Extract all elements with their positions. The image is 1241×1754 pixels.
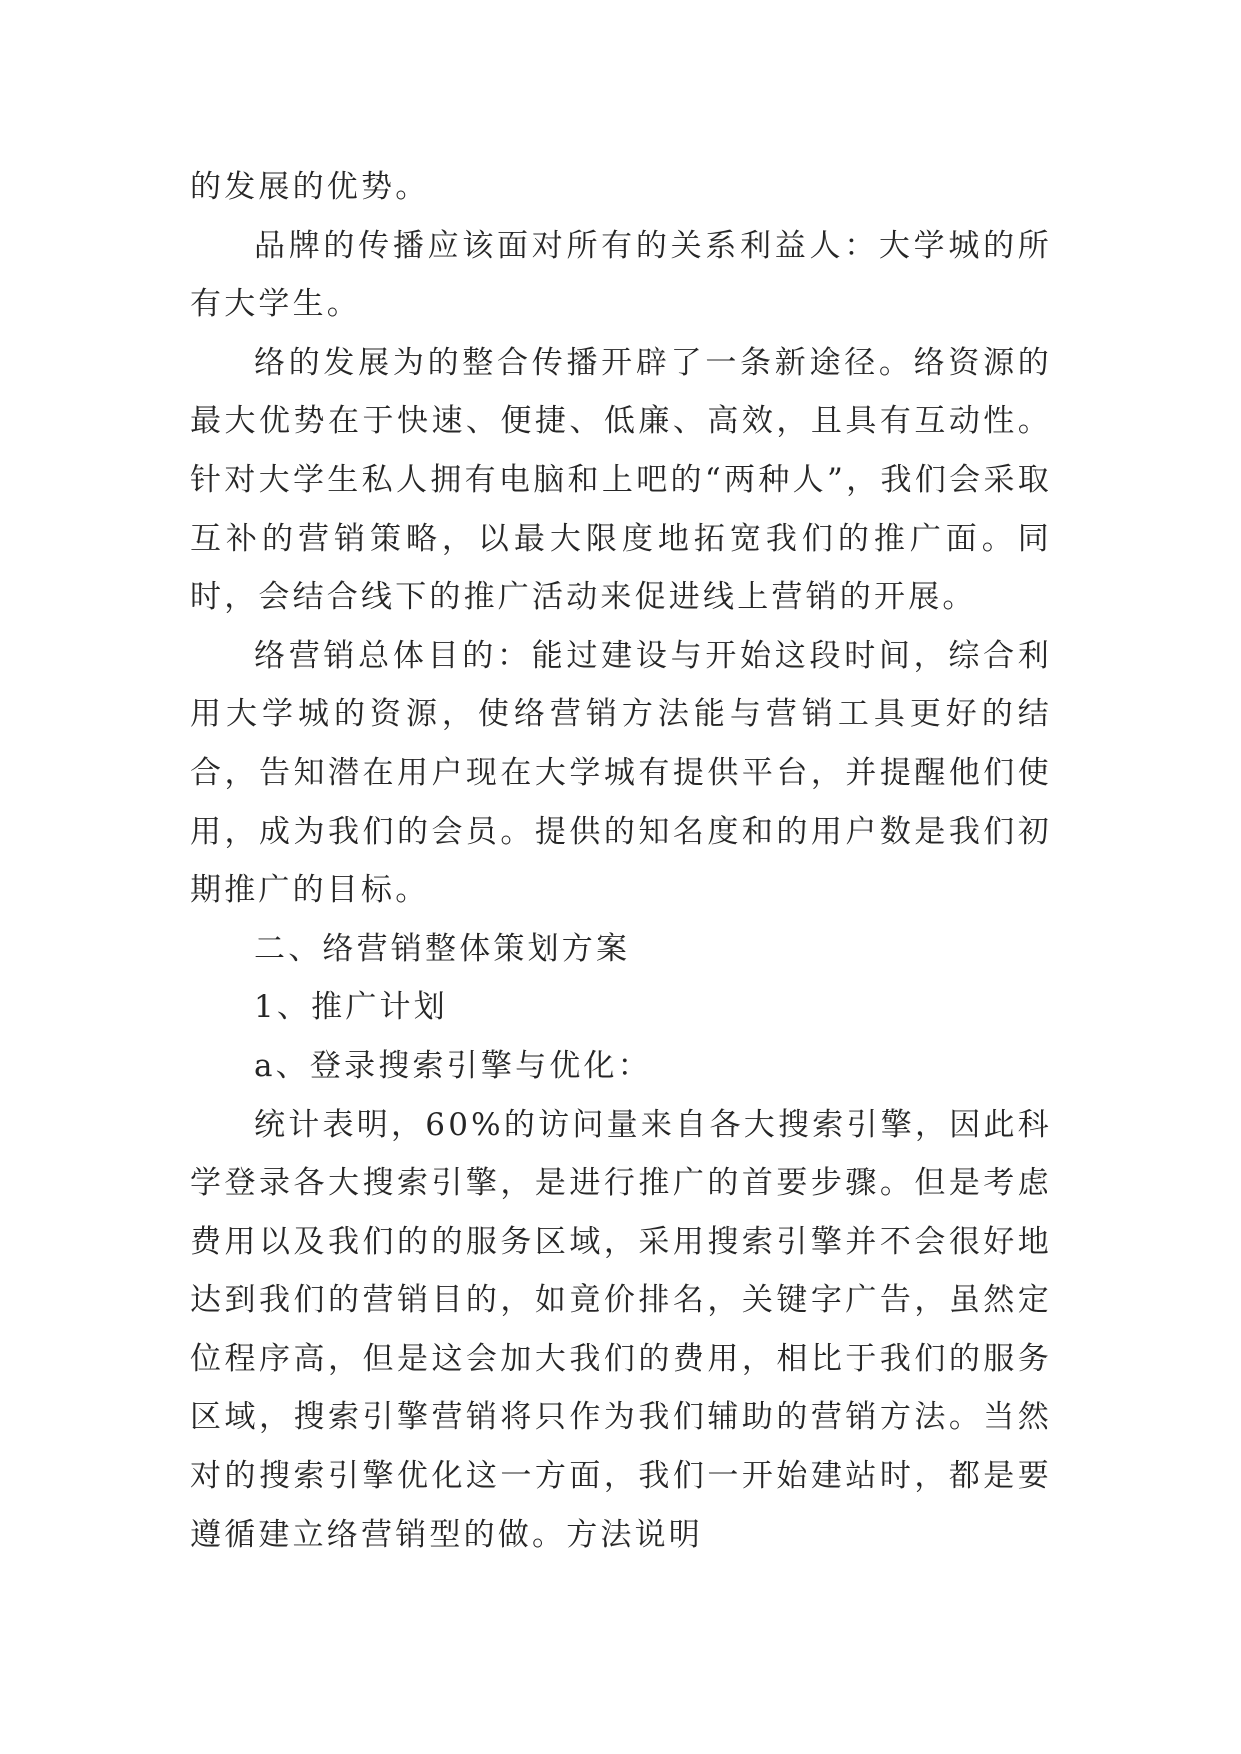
paragraph-network-advantages: 络的发展为的整合传播开辟了一条新途径。络资源的最大优势在于快速、便捷、低廉、高效，且具有互动性。针对大学生私人拥有电脑和上吧的“两种人”，我们会采取互补的营销策略，以最大限度地拓宽我们的推广面。同时，会结合线下的推广活动来促进线上营销的开展。 [190, 344, 1052, 616]
paragraph-stakeholders: 品牌的传播应该面对所有的关系利益人：大学城的所有大学生。 [190, 227, 1052, 323]
paragraph-search-engine: 统计表明，60%的访问量来自各大搜索引擎，因此科学登录各大搜索引擎，是进行推广的首要步骤。但是考虑费用以及我们的的服务区域，采用搜索引擎并不会很好地达到我们的营销目的，如竟价排名，关键字广告，虽然定位程序高，但是这会加大我们的费用，相比于我们的服务区域，搜索引擎营销将只作为我们辅助的营销方法。当然对的搜索引擎优化这一方面，我们一开始建站时，都是要遵循建立络营销型的做。方法说明 [190, 1106, 1052, 1553]
body-text [190, 158, 1052, 1564]
section-heading: 二、络营销整体策划方案 [254, 930, 631, 967]
paragraph-continuation: 的发展的优势。 [190, 169, 430, 205]
paragraph-marketing-goal: 络营销总体目的：能过建设与开始这段时间，综合利用大学城的资源，使络营销方法能与营销工具更好的结合，告知潜在用户现在大学城有提供平台，并提醒他们使用，成为我们的会员。提供的知名度和的用户数是我们初期推广的目标。 [190, 637, 1052, 909]
subsection-heading: 1、推广计划 [254, 989, 448, 1026]
item-heading: a、登录搜索引擎与优化： [254, 1047, 652, 1084]
